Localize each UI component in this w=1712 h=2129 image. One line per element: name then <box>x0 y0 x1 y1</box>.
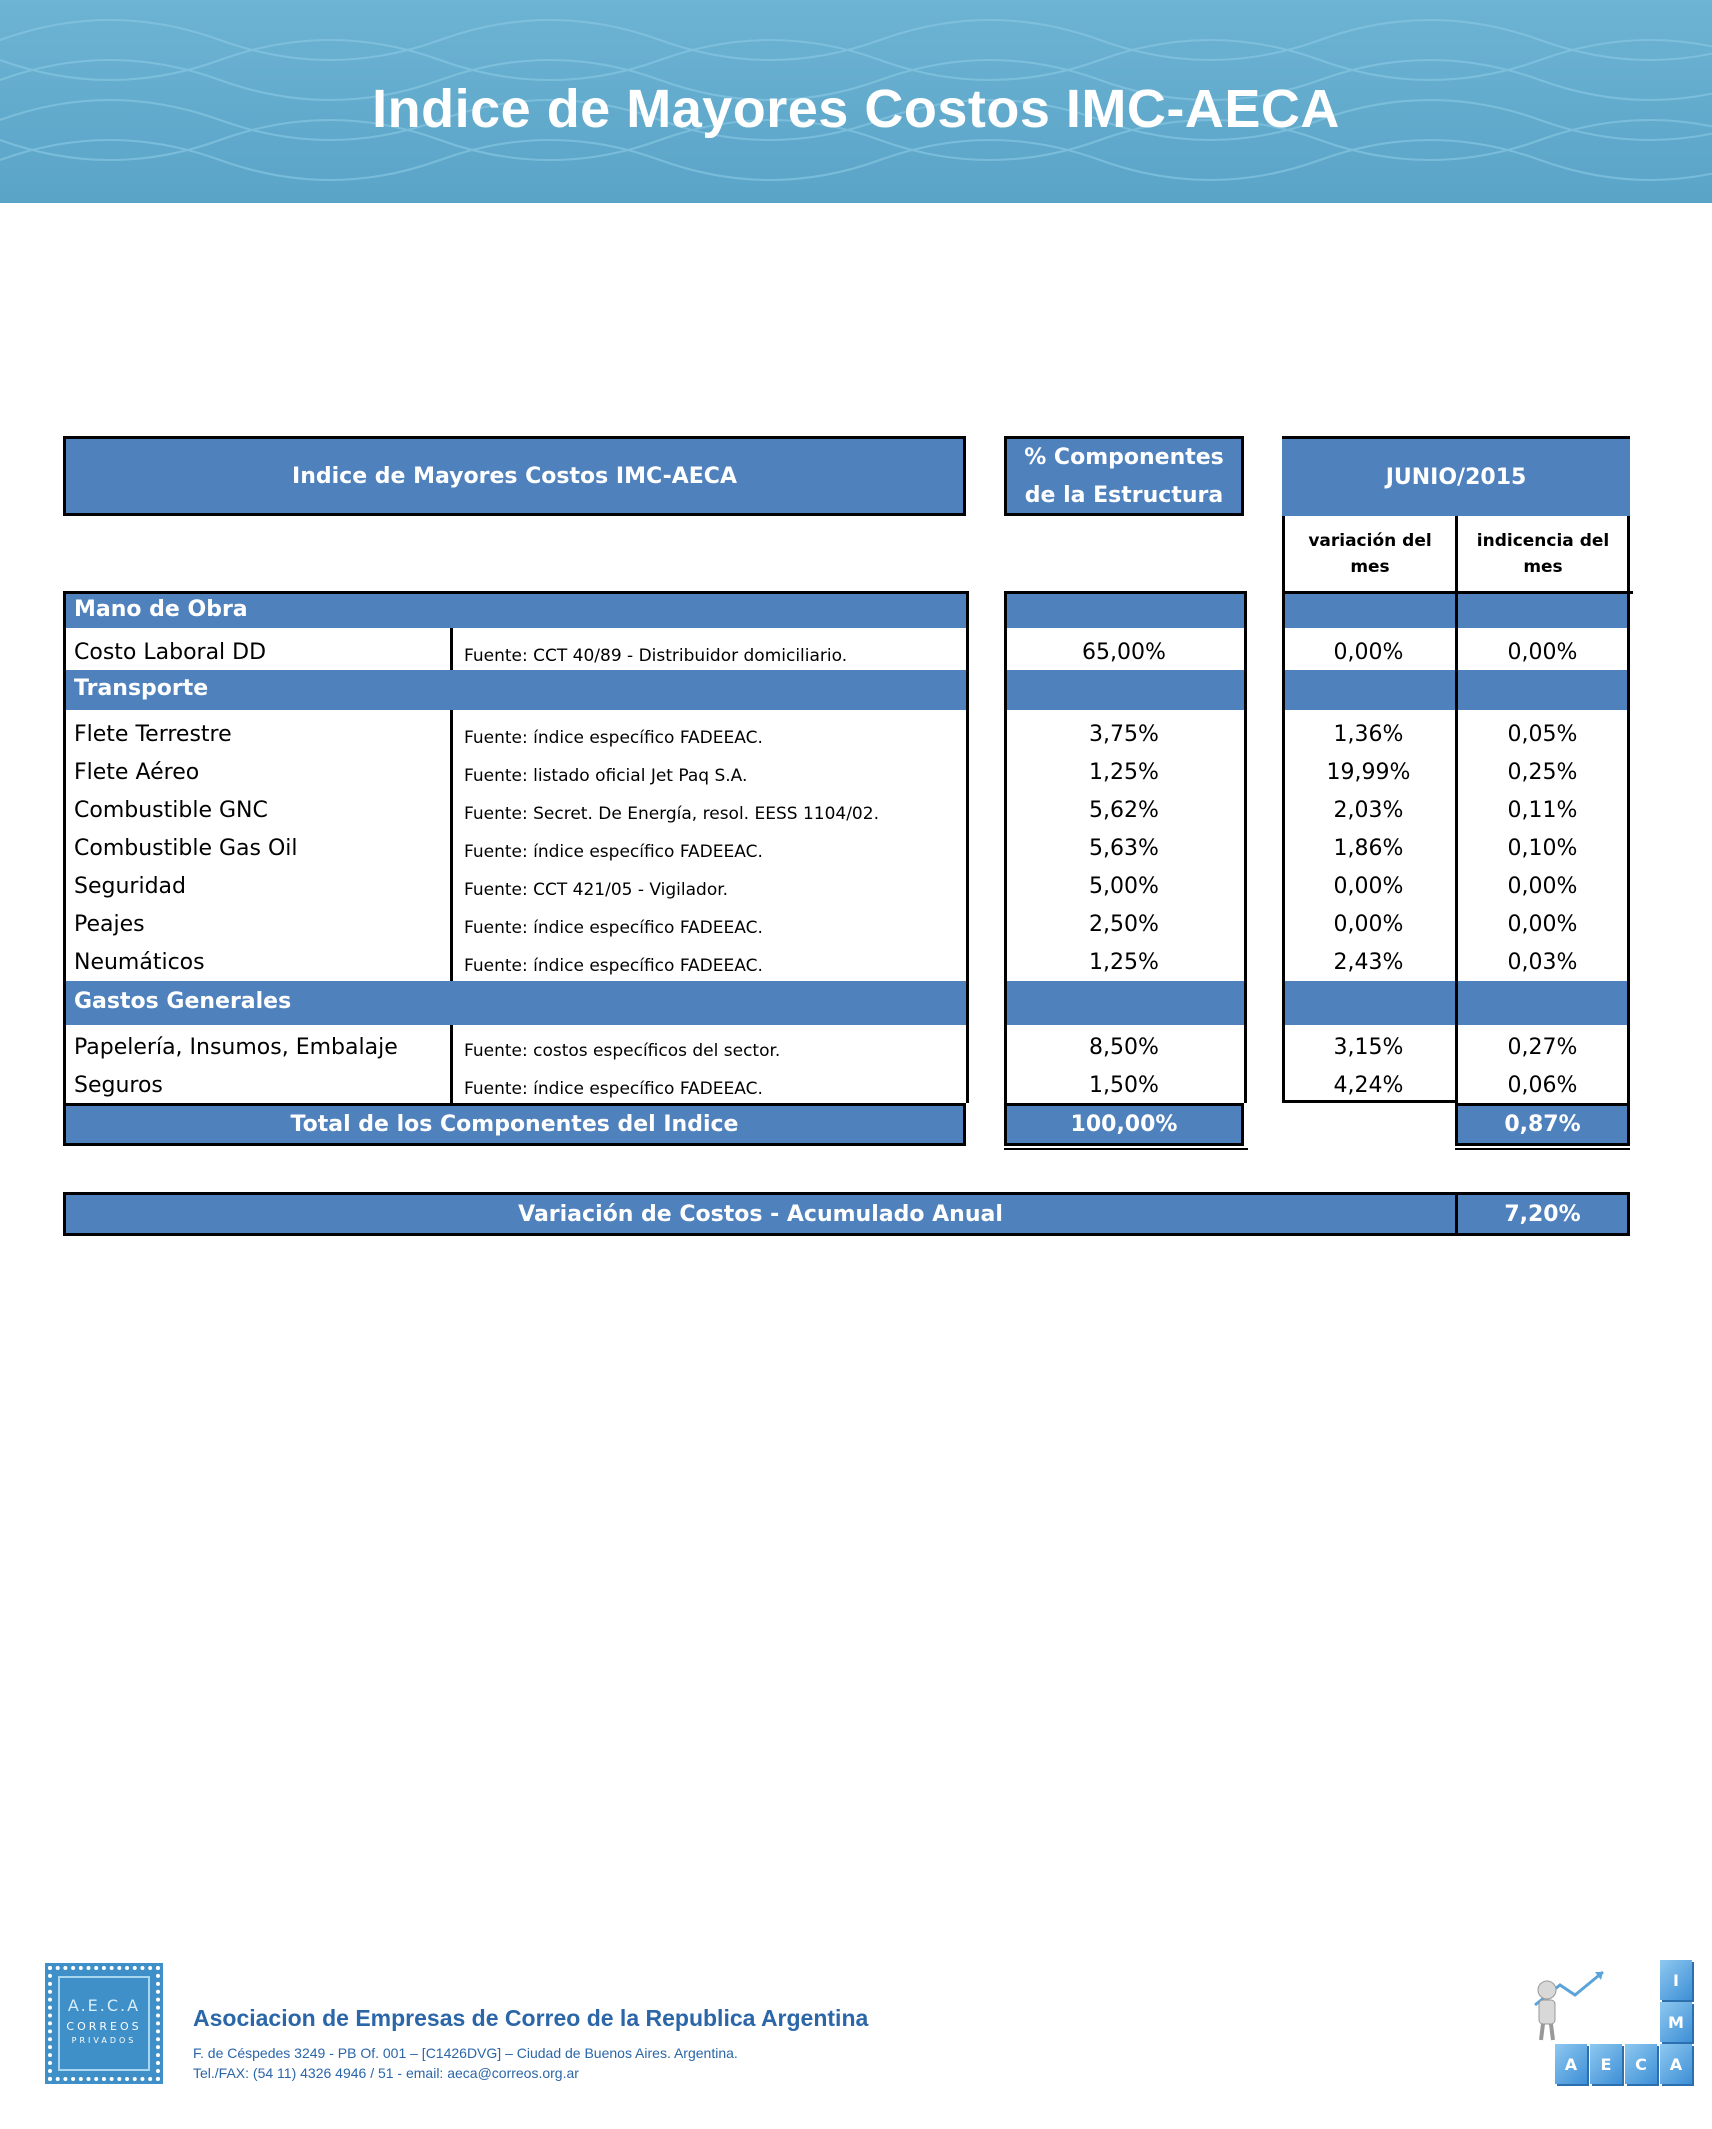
row-source-note: Fuente: índice específico FADEEAC. <box>464 1079 763 1099</box>
row-component-value: 65,00% <box>1082 640 1166 665</box>
period-header: JUNIO/2015 <box>1282 436 1630 516</box>
section-header-band <box>1282 594 1455 628</box>
row-component-value: 5,63% <box>1089 836 1159 861</box>
incidence-header-line2: mes <box>1523 557 1563 577</box>
row-item-label: Papelería, Insumos, Embalaje <box>74 1035 398 1060</box>
total-component-underline <box>1004 1148 1248 1150</box>
section-header-band <box>1455 981 1630 1025</box>
row-incidence-value: 0,05% <box>1507 722 1578 747</box>
row-incidence-value: 0,27% <box>1507 1035 1578 1060</box>
row-component-value: 1,25% <box>1089 760 1159 785</box>
total-incidence: 0,87% <box>1455 1103 1630 1146</box>
row-incidence-value: 0,03% <box>1507 950 1578 975</box>
row-item-label: Flete Terrestre <box>74 722 232 747</box>
row-variation-value: 1,36% <box>1333 722 1404 747</box>
header-banner <box>0 0 1712 203</box>
footer-org-name: Asociacion de Empresas de Correo de la Republica Argentina <box>193 2005 869 2031</box>
imc-letter-block: A <box>1555 2044 1587 2084</box>
row-item-label: Combustible GNC <box>74 798 268 823</box>
logo-text-aeca: A.E.C.A <box>67 1996 141 2015</box>
row-incidence-value: 0,00% <box>1507 640 1578 665</box>
row-component-value: 8,50% <box>1089 1035 1159 1060</box>
section-header-band <box>1004 981 1244 1025</box>
row-component-value: 1,25% <box>1089 950 1159 975</box>
total-incidence-underline <box>1455 1148 1630 1150</box>
annual-label: Variación de Costos - Acumulado Anual <box>518 1201 1003 1227</box>
imc-aeca-logo <box>1525 1960 1695 2090</box>
logo-text-correos: CORREOS <box>66 2020 142 2033</box>
row-source-note: Fuente: índice específico FADEEAC. <box>464 842 763 862</box>
annual-value: 7,20% <box>1504 1201 1581 1227</box>
grid-vertical-line <box>1244 591 1247 1103</box>
components-header-line2: de la Estructura <box>1024 483 1224 508</box>
row-variation-value: 1,86% <box>1333 836 1404 861</box>
grid-vertical-line <box>966 591 969 1103</box>
imc-letter-block: M <box>1660 2002 1692 2042</box>
row-source-note: Fuente: costos específicos del sector. <box>464 1041 781 1061</box>
page-title: Indice de Mayores Costos IMC-AECA <box>372 79 1340 139</box>
section-header-label: Gastos Generales <box>74 989 292 1014</box>
row-variation-value: 2,03% <box>1333 798 1404 823</box>
row-component-value: 3,75% <box>1089 722 1159 747</box>
item-source-divider <box>450 1025 453 1103</box>
aeca-logo <box>48 1966 160 2081</box>
row-item-label: Peajes <box>74 912 145 937</box>
imc-letter-block: E <box>1590 2044 1622 2084</box>
row-variation-value: 4,24% <box>1333 1073 1404 1098</box>
row-variation-value: 0,00% <box>1333 640 1404 665</box>
grid-vertical-line <box>1282 591 1285 1103</box>
section-header-band <box>1004 594 1244 628</box>
row-component-value: 5,00% <box>1089 874 1159 899</box>
row-incidence-value: 0,25% <box>1507 760 1578 785</box>
incidence-header <box>1458 528 1628 580</box>
grid-top-line <box>63 591 969 594</box>
annual-row <box>63 1192 1630 1236</box>
grid-vertical-line <box>1455 591 1458 1103</box>
row-source-note: Fuente: índice específico FADEEAC. <box>464 956 763 976</box>
row-component-value: 5,62% <box>1089 798 1159 823</box>
grid-vertical-line <box>63 591 66 1103</box>
row-item-label: Flete Aéreo <box>74 760 200 785</box>
row-source-note: Fuente: listado oficial Jet Paq S.A. <box>464 766 748 786</box>
row-source-note: Fuente: Secret. De Energía, resol. EESS 1104/02. <box>464 804 879 824</box>
row-item-label: Combustible Gas Oil <box>74 836 298 861</box>
footer-address: F. de Céspedes 3249 - PB Of. 001 – [C1426DVG] – Ciudad de Buenos Aires. Argentina. <box>193 2045 738 2061</box>
table-title-header: Indice de Mayores Costos IMC-AECA <box>63 436 966 516</box>
row-source-note: Fuente: CCT 40/89 - Distribuidor domiciliario. <box>464 646 848 666</box>
row-item-label: Neumáticos <box>74 950 205 975</box>
variation-header-line1: variación del <box>1308 531 1432 551</box>
footer-contact: Tel./FAX: (54 11) 4326 4946 / 51 - email: aeca@correos.org.ar <box>193 2065 579 2081</box>
row-variation-value: 0,00% <box>1333 912 1404 937</box>
imc-letter-block: A <box>1660 2044 1692 2084</box>
components-header <box>1004 436 1244 516</box>
section-header-label: Transporte <box>74 676 209 701</box>
incidence-header-line1: indicencia del <box>1476 531 1610 551</box>
row-variation-value: 19,99% <box>1326 760 1411 785</box>
imc-letter-block: C <box>1625 2044 1657 2084</box>
row-incidence-value: 0,00% <box>1507 912 1578 937</box>
row-incidence-value: 0,11% <box>1507 798 1578 823</box>
section-header-band <box>1004 670 1244 710</box>
item-source-divider <box>450 628 453 670</box>
item-source-divider <box>450 710 453 981</box>
row-incidence-value: 0,06% <box>1507 1073 1578 1098</box>
row-variation-value: 0,00% <box>1333 874 1404 899</box>
row-source-note: Fuente: CCT 421/05 - Vigilador. <box>464 880 729 900</box>
section-header-label: Mano de Obra <box>74 597 248 622</box>
variation-header <box>1285 528 1455 580</box>
row-variation-value: 2,43% <box>1333 950 1404 975</box>
row-source-note: Fuente: índice específico FADEEAC. <box>464 728 763 748</box>
components-header-line1: % Componentes <box>1024 445 1224 470</box>
variation-bottom-line <box>1282 1100 1455 1103</box>
section-header-band <box>1455 594 1630 628</box>
grid-top-line <box>1004 591 1247 594</box>
grid-top-line <box>1282 591 1633 594</box>
logo-text-privados: PRIVADOS <box>71 2036 137 2045</box>
total-component: 100,00% <box>1004 1103 1244 1146</box>
section-header-band <box>1282 670 1455 710</box>
grid-vertical-line <box>1627 591 1630 1103</box>
total-label: Total de los Componentes del Indice <box>63 1103 966 1146</box>
row-incidence-value: 0,00% <box>1507 874 1578 899</box>
row-component-value: 1,50% <box>1089 1073 1159 1098</box>
row-incidence-value: 0,10% <box>1507 836 1578 861</box>
row-source-note: Fuente: índice específico FADEEAC. <box>464 918 763 938</box>
imc-letter-block: I <box>1660 1960 1692 2000</box>
row-variation-value: 3,15% <box>1333 1035 1404 1060</box>
row-item-label: Seguridad <box>74 874 186 899</box>
row-item-label: Seguros <box>74 1073 163 1098</box>
variation-header-line2: mes <box>1350 557 1390 577</box>
section-header-band <box>1282 981 1455 1025</box>
grid-vertical-line <box>1004 591 1007 1103</box>
row-item-label: Costo Laboral DD <box>74 640 267 665</box>
row-component-value: 2,50% <box>1089 912 1159 937</box>
section-header-band <box>1455 670 1630 710</box>
